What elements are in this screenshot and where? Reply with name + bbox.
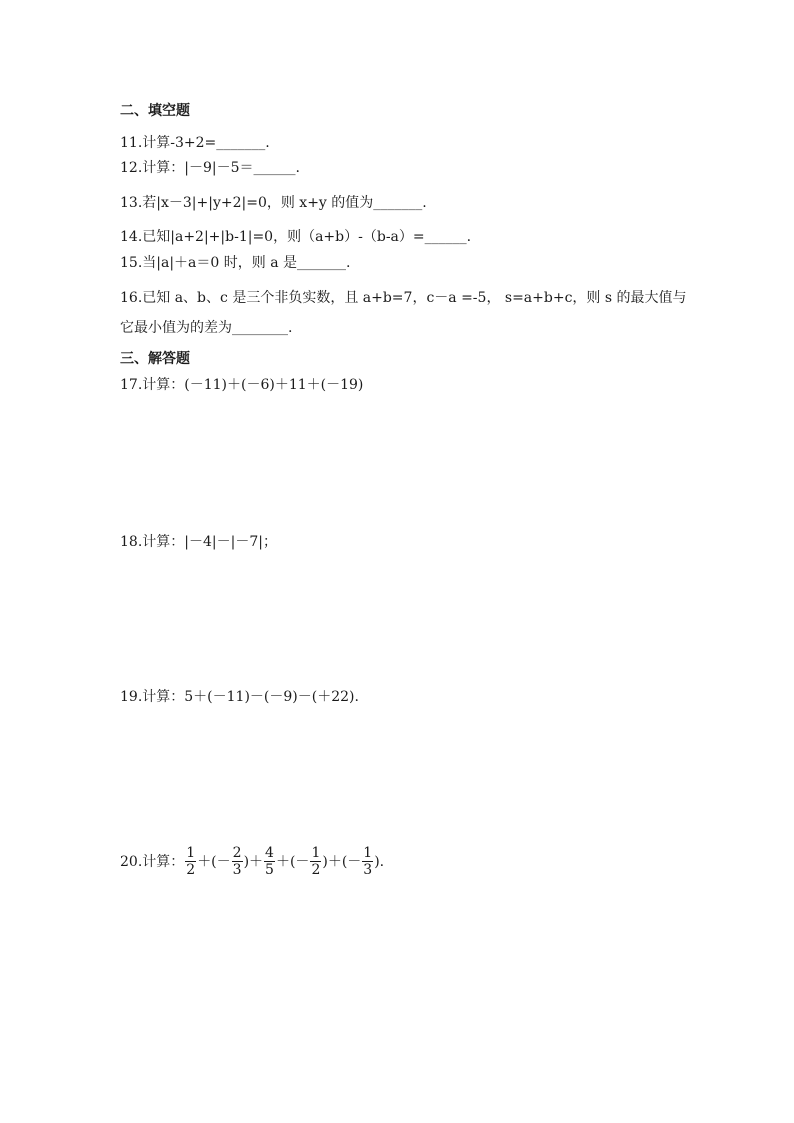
fraction-5-numerator: 1 bbox=[363, 845, 373, 861]
fraction-3-numerator: 4 bbox=[265, 845, 274, 861]
question-20-prefix: 20.计算： bbox=[120, 853, 185, 870]
question-14: 14.已知|a+2|+|b-1|=0，则（a+b）-（b-a）=______. bbox=[120, 229, 472, 245]
fraction-2-numerator: 2 bbox=[232, 845, 242, 861]
fraction-2 bbox=[232, 845, 243, 878]
fraction-4-numerator: 1 bbox=[311, 845, 321, 861]
question-11: 11.计算-3+2=_______. bbox=[120, 135, 270, 151]
fraction-1 bbox=[185, 845, 196, 878]
fraction-3-denominator: 5 bbox=[265, 862, 274, 878]
question-13: 13.若|x－3|+|y+2|=0，则 x+y 的值为_______. bbox=[120, 195, 427, 211]
question-15: 15.当|a|＋a＝0 时，则 a 是_______. bbox=[120, 255, 351, 271]
fraction-4 bbox=[310, 845, 321, 878]
fraction-1-numerator: 1 bbox=[186, 845, 196, 861]
fraction-5 bbox=[362, 845, 373, 878]
fraction-1-denominator: 2 bbox=[186, 862, 196, 878]
question-12: 12.计算：|－9|－5＝______. bbox=[120, 160, 300, 176]
operator-3: ＋(－ bbox=[275, 853, 310, 870]
fraction-3 bbox=[264, 845, 275, 878]
fill-blank-heading: 二、填空题 bbox=[120, 103, 190, 119]
question-16-line-1: 16.已知 a、b、c 是三个非负实数，且 a+b=7，c－a =-5， s=a+b+c，则 s 的最大值与 bbox=[120, 290, 687, 306]
fraction-4-denominator: 2 bbox=[311, 862, 321, 878]
question-20 bbox=[120, 845, 384, 878]
question-20-suffix: ). bbox=[374, 853, 385, 870]
question-17: 17.计算：(－11)＋(－6)＋11＋(－19) bbox=[120, 377, 364, 393]
operator-1: ＋(－ bbox=[197, 853, 231, 870]
fraction-2-denominator: 3 bbox=[232, 862, 242, 878]
answer-heading: 三、解答题 bbox=[120, 351, 190, 367]
question-18: 18.计算：|－4|－|－7|； bbox=[120, 534, 277, 550]
operator-4: )＋(－ bbox=[322, 853, 362, 870]
fraction-5-denominator: 3 bbox=[363, 862, 373, 878]
operator-2: )＋ bbox=[243, 853, 264, 870]
question-16-line-2: 它最小值为的差为________. bbox=[120, 320, 293, 336]
question-19: 19.计算：5＋(－11)－(－9)－(＋22). bbox=[120, 689, 359, 705]
